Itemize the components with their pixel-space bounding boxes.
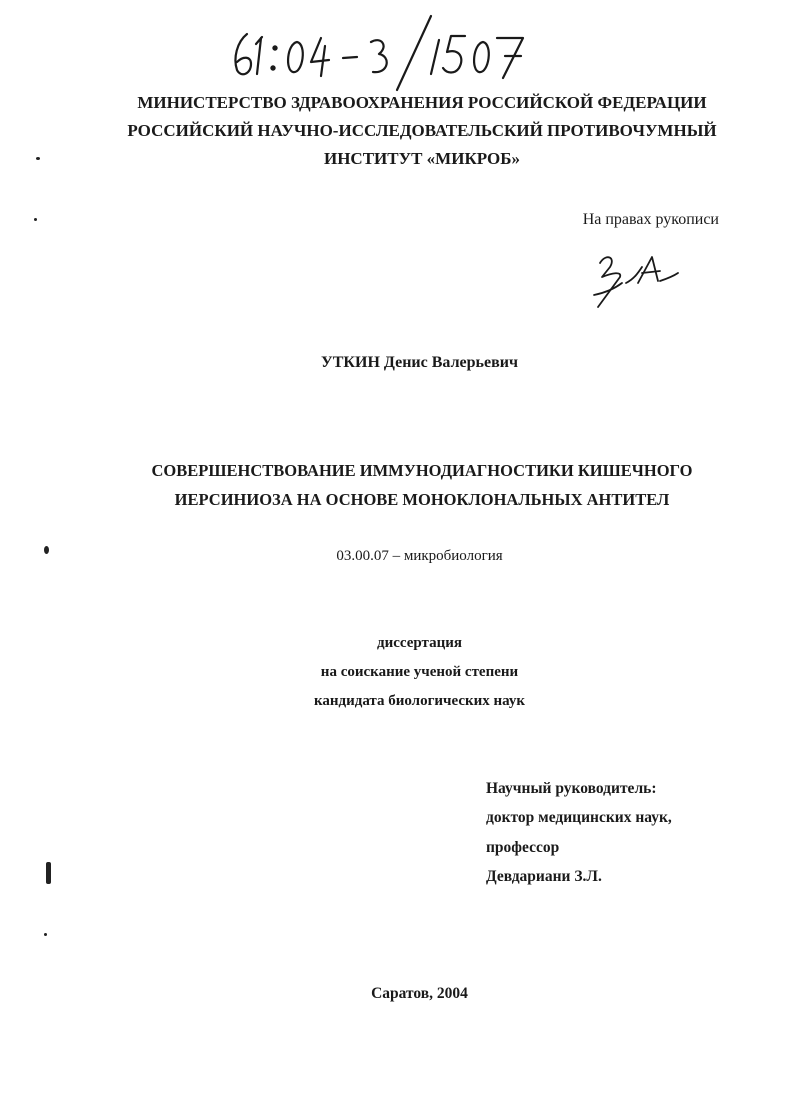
degree-line3: кандидата биологических наук	[313, 693, 526, 709]
handwritten-signature	[586, 243, 686, 313]
scan-speck	[34, 218, 37, 221]
supervisor-name: Девдариани З.Л.	[486, 868, 602, 885]
ministry-name: МИНИСТЕРСТВО ЗДРАВООХРАНЕНИЯ РОССИЙСКОЙ ФЕДЕРАЦИИ	[137, 93, 707, 112]
supervisor-heading: Научный руководитель:	[486, 780, 657, 797]
city-year: Саратов, 2004	[371, 985, 468, 1002]
institute-name-line2: ИНСТИТУТ «МИКРОБ»	[323, 149, 521, 168]
scan-speck	[36, 157, 40, 160]
author-name: УТКИН Денис Валерьевич	[321, 354, 518, 371]
scan-speck	[46, 862, 51, 884]
supervisor-title: профессор	[486, 839, 560, 856]
scan-speck	[44, 933, 47, 936]
specialty-code: 03.00.07 – микробиология	[336, 548, 503, 564]
dissertation-title-line2: ИЕРСИНИОЗА НА ОСНОВЕ МОНОКЛОНАЛЬНЫХ АНТИТЕЛ	[174, 490, 670, 509]
institute-name-line1: РОССИЙСКИЙ НАУЧНО-ИССЛЕДОВАТЕЛЬСКИЙ ПРОТИВОЧУМНЫЙ	[127, 121, 717, 140]
handwritten-shelf-number	[225, 12, 535, 92]
dissertation-title-line1: СОВЕРШЕНСТВОВАНИЕ ИММУНОДИАГНОСТИКИ КИШЕЧНОГО	[151, 461, 693, 480]
degree-line1: диссертация	[377, 635, 462, 651]
manuscript-rights-note: На правах рукописи	[582, 211, 719, 228]
supervisor-degree: доктор медицинских наук,	[486, 809, 672, 826]
degree-line2: на соискание ученой степени	[320, 664, 519, 680]
scan-speck	[44, 546, 49, 554]
